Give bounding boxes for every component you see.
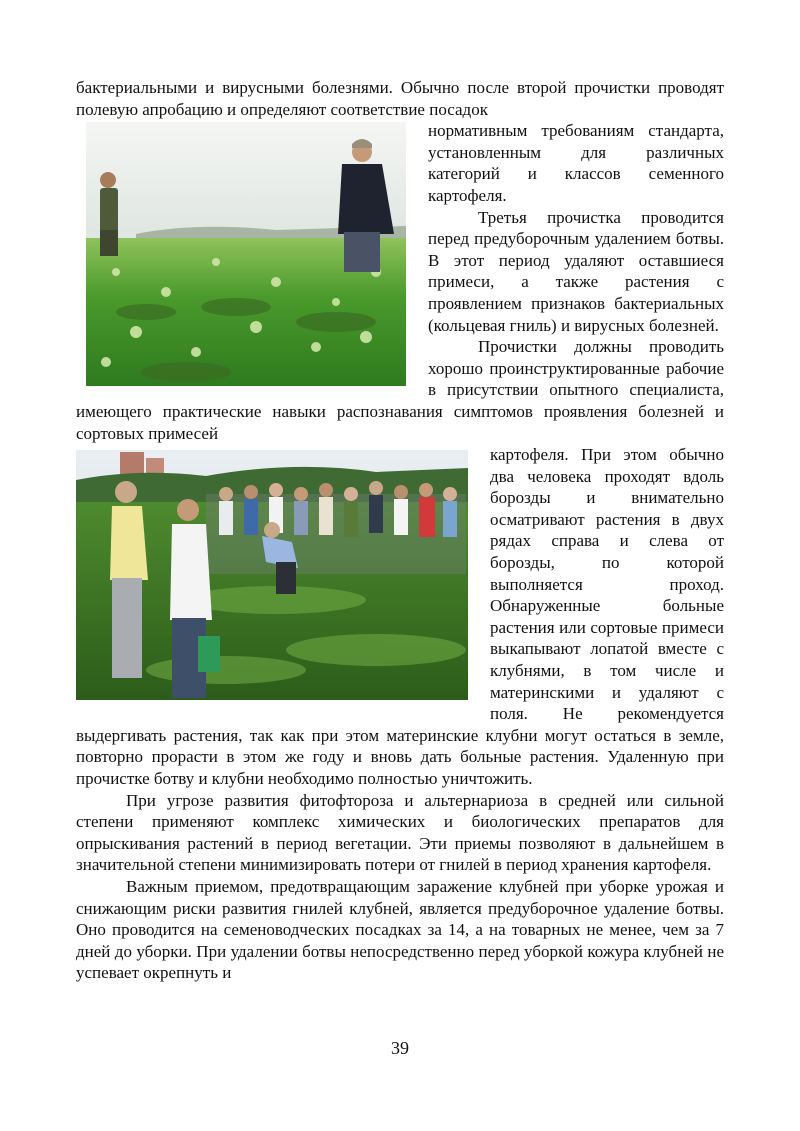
paragraph-4: При угрозе развития фитофтороза и альтернариоза в средней или сильной степени применяют комплекс химических и биологических препаратов для опрыскивания растений в период вегетации. Эти приемы позволяют в дальнейшем в значительной степени минимизировать потери от гнилей в период хранения картофеля. bbox=[76, 790, 724, 875]
paragraph-1-continued: нормативным требованиям стандарта, установленным для различных категорий и классов семенного картофеля. bbox=[428, 121, 724, 205]
page-number: 39 bbox=[391, 1038, 409, 1058]
paragraph-1 bbox=[76, 77, 724, 120]
photo-potato-field-inspection bbox=[76, 122, 406, 386]
paragraph-3-continued: картофеля. При этом обычно два человека проходят вдоль борозды и внимательно осматривают растения в двух рядах справа и слева от борозды, по которой выполняется проход. Обнаруженные больные растения или сортовые примеси выкапывают лопатой вместе с клубнями, в том числе и материнскими и удаляют с поля. Не рекомендуется выдергивать растения, так как при этом материнские клубни могут остаться в земле, повторно прорасти в этом же году и вновь дать больные растения. Удаленную при прочистке ботву и клубни необходимо полностью уничтожить. bbox=[76, 445, 724, 788]
photo-field-seminar-group bbox=[76, 450, 468, 700]
paragraph-2: Третья прочистка проводится перед предуборочным удалением ботвы. В этот период удаляют оставшиеся примеси, а также растения с проявлением признаков бактериальных (кольцевая гниль) и вирусных болезней. bbox=[428, 207, 724, 335]
document-page bbox=[76, 77, 724, 984]
paragraph-1-start: бактериальными и вирусными болезнями. Обычно после второй прочистки проводят полевую апробацию и определяют соответствие посадок bbox=[76, 78, 724, 119]
paragraph-3-lead: Прочистки должны проводить хорошо проинструктированные рабочие в присутствии опытного специалиста, имеющего практические навыки распознавания симптомов проявления болезней и сортовых примесей bbox=[76, 337, 724, 443]
paragraph-5: Важным приемом, предотвращающим заражение клубней при уборке урожая и снижающим риски развития гнилей клубней, является предуборочное удаление ботвы. Оно проводится на семеноводческих посадках за 14, а на товарных не менее, чем за 7 дней до уборки. При удалении ботвы непосредственно перед уборкой кожура клубней не успевает окрепнуть и bbox=[76, 876, 724, 983]
